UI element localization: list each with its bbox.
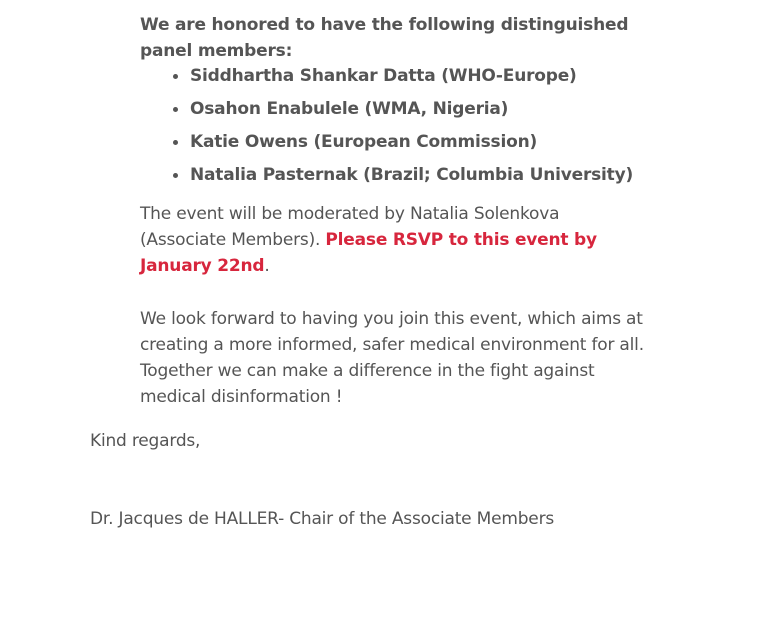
list-item: Osahon Enabulele (WMA, Nigeria) <box>190 96 633 129</box>
panel-intro: We are honored to have the following distinguished panel members: <box>140 15 629 61</box>
panel-members-list <box>190 63 633 195</box>
list-item: Siddhartha Shankar Datta (WHO-Europe) <box>190 63 633 96</box>
signature: Dr. Jacques de HALLER- Chair of the Associate Members <box>90 509 555 529</box>
moderation-paragraph <box>140 201 650 279</box>
moderation-suffix: . <box>264 256 270 276</box>
list-item: Katie Owens (European Commission) <box>190 129 633 162</box>
moderation-text: The event will be moderated by Natalia Solenkova (Associate Members). <box>140 204 560 250</box>
list-item: Natalia Pasternak (Brazil; Columbia University) <box>190 162 633 195</box>
kind-regards: Kind regards, <box>90 431 201 451</box>
closing-paragraph: We look forward to having you join this event, which aims at creating a more informed, safer medical environment for all. Together we can make a difference in the fight against medical disinformation ! <box>140 309 644 407</box>
rsvp-notice: Please RSVP to this event by January 22nd <box>140 230 597 276</box>
